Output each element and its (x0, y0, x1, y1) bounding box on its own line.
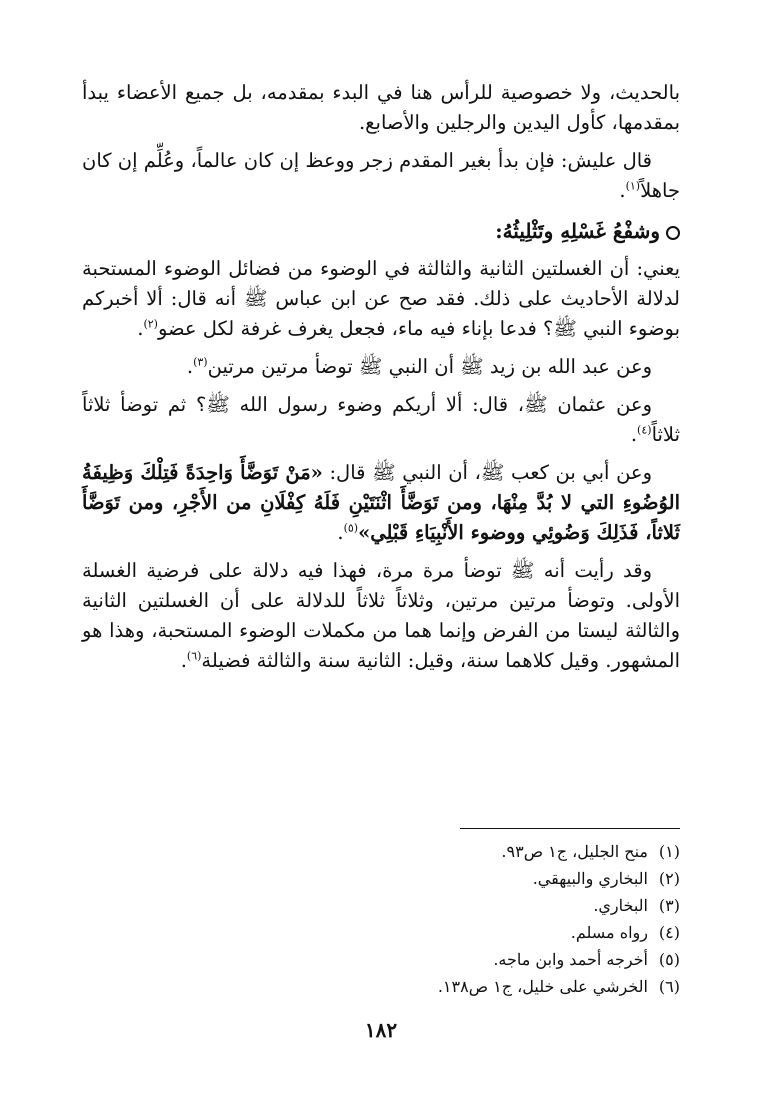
paragraph-intro (82, 78, 680, 138)
footnote-ref: (٢) (143, 317, 158, 331)
paragraph-text: وعن أبي بن كعب ﷺ، أن النبي ﷺ قال: (322, 461, 652, 484)
footnote-item: (٤) رواه مسلم. (570, 923, 680, 942)
footnote-divider (460, 828, 680, 829)
paragraph-ulaysh: قال عليش: فإن بدأ بغير المقدم زجر ووعظ إن كان عالماً، وعُلِّم إن كان جاهلاً$^{(١)}$. (82, 149, 680, 202)
circle-bullet-icon (666, 226, 680, 240)
paragraph-text: يعني: أن الغسلتين الثانية والثالثة في الوضوء من فضائل الوضوء المستحبة لدلالة الأحاديث على ذلك. فقد صح عن ابن عباس ﷺ أنه قال: ألا أخبركم بوضوء النبي ﷺ؟ فدعا بإناء فيه ماء، فجعل يغرف غرفة لكل عضو (82, 257, 680, 340)
paragraph-ubay: وعن أبي بن كعب ﷺ، أن النبي ﷺ قال: «مَنْ تَوَضَّأَ وَاحِدَةً فَتِلْكَ وَظِيفَةُ الوُضُوءِ التي لا بُدَّ مِنْهَا، ومن تَوَضَّأَ اثْنَتَيْنِ فَلَهُ كِفْلَانِ من الأَجْرِ، ومن تَوَضَّأَ ثَلاثاً، فَذَلِكَ وَضُوئِي ووضوء الأَنْبِيَاءِ قَبْلِي»$^{(٥)}$. (82, 461, 680, 544)
paragraph-explanation: يعني: أن الغسلتين الثانية والثالثة في الوضوء من فضائل الوضوء المستحبة لدلالة الأحاديث على ذلك. فقد صح عن ابن عباس ﷺ أنه قال: ألا أخبركم بوضوء النبي ﷺ؟ فدعا بإناء فيه ماء، فجعل يغرف غرفة لكل عضو$^{(٢)}$. (82, 257, 680, 340)
footnotes-list (82, 838, 680, 1000)
section-heading (82, 214, 680, 248)
footnote-ref: (٥) (343, 521, 359, 535)
footnote-item: (١) منح الجليل، ج١ ص٩٣. (501, 842, 680, 861)
paragraph-text: وعن عثمان ﷺ، قال: ألا أريكم وضوء رسول الله ﷺ؟ ثم توضأ ثلاثاً ثلاثاً (82, 393, 680, 446)
hadith-quote: «مَنْ تَوَضَّأَ وَاحِدَةً فَتِلْكَ وَظِيفَةُ الوُضُوءِ التي لا بُدَّ مِنْهَا، ومن تَوَضَّأَ اثْنَتَيْنِ فَلَهُ كِفْلَانِ من الأَجْرِ، ومن تَوَضَّأَ ثَلاثاً، فَذَلِكَ وَضُوئِي ووضوء الأَنْبِيَاءِ قَبْلِي» (82, 461, 680, 544)
page-number: ١٨٢ (364, 1018, 398, 1042)
paragraph-abdullah: وعن عبد الله بن زيد ﷺ أن النبي ﷺ توضأ مرتين مرتين$^{(٣)}$. (186, 355, 652, 378)
paragraph-uthman: وعن عثمان ﷺ، قال: ألا أريكم وضوء رسول الله ﷺ؟ ثم توضأ ثلاثاً ثلاثاً$^{(٤)}$. (82, 393, 680, 446)
footnote-item: (٣) البخاري. (593, 896, 680, 915)
footnote-ref: (٦) (186, 649, 202, 663)
footnote-item: (٥) أخرجه أحمد وابن ماجه. (493, 950, 680, 969)
footnote-ref: (١) (625, 179, 641, 193)
footnote-item: (٢) البخاري والبيهقي. (532, 869, 680, 888)
footnote-item: (٦) الخرشي على خليل، ج١ ص١٣٨. (437, 977, 680, 996)
paragraph-text: بالحديث، ولا خصوصية للرأس هنا في البدء بمقدمه، بل جميع الأعضاء يبدأ بمقدمها، كأول اليدين والرجلين والأصابع. (82, 81, 680, 134)
book-page (82, 78, 680, 1068)
paragraph-text: وعن عبد الله بن زيد ﷺ أن النبي ﷺ توضأ مرتين مرتين (207, 355, 652, 378)
paragraph-text: قال عليش: فإن بدأ بغير المقدم زجر ووعظ إن كان عالماً، وعُلِّم إن كان جاهلاً (82, 149, 680, 202)
footnote-ref: (٤) (637, 423, 652, 437)
footnote-ref: (٣) (193, 355, 208, 369)
paragraph-closing: وقد رأيت أنه ﷺ توضأ مرة مرة، فهذا فيه دلالة على فرضية الغسلة الأولى. وتوضأ مرتين مرتين، وثلاثاً ثلاثاً للدلالة على أن الغسلتين الثانية والثالثة ليستا من الفرض وإنما هما من مكملات الوضوء المستحبة، وهذا هو المشهور. وقيل كلاهما سنة، وقيل: الثانية سنة والثالثة فضيلة$^{(٦)}$. (82, 559, 680, 672)
paragraph-text: وقد رأيت أنه ﷺ توضأ مرة مرة، فهذا فيه دلالة على فرضية الغسلة الأولى. وتوضأ مرتين مرتين، وثلاثاً ثلاثاً للدلالة على أن الغسلتين الثانية والثالثة ليستا من الفرض وإنما هما من مكملات الوضوء المستحبة، وهذا هو المشهور. وقيل كلاهما سنة، وقيل: الثانية سنة والثالثة فضيلة (82, 559, 680, 672)
section-heading-text: وشفْعُ غَسْلِهِ وتَثْلِيثُهُ: (495, 219, 660, 243)
